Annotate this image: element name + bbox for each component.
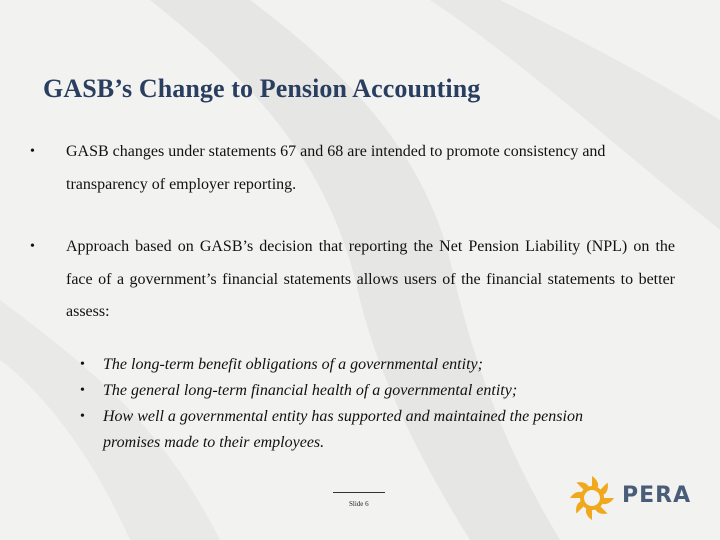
sub-bullet-item [80, 352, 600, 378]
sub-bullet-item [80, 404, 600, 456]
bullet-text: GASB changes under statements 67 and 68 are intended to promote consistency and transparency of employer reporting. [66, 143, 606, 193]
bullet-marker: • [80, 409, 85, 424]
bullet-marker: • [80, 383, 85, 398]
pera-logo [568, 474, 692, 522]
sub-bullet-item [80, 378, 600, 404]
slide-title: GASB’s Change to Pension Accounting [43, 74, 481, 103]
sun-swirl-icon [568, 474, 616, 522]
sub-bullet-list [80, 352, 600, 456]
sub-bullet-text: The general long-term financial health of a governmental entity; [103, 382, 518, 399]
bullet-marker: • [30, 239, 35, 254]
bullet-item [30, 231, 675, 329]
main-bullet-list [30, 136, 675, 329]
bullet-marker: • [80, 357, 85, 372]
logo-text: PERA [622, 483, 692, 508]
slide-number: Slide 6 [349, 500, 369, 508]
bullet-marker: • [30, 144, 35, 159]
footer-divider [333, 492, 385, 493]
bullet-text: Approach based on GASB’s decision that reporting the Net Pension Liability (NPL) on the face of a government’s financial statements allows users of the financial statements to better assess: [66, 238, 675, 320]
sub-bullet-text: How well a governmental entity has supported and maintained the pension promises made to their employees. [103, 408, 583, 451]
sub-bullet-text: The long-term benefit obligations of a governmental entity; [103, 356, 483, 373]
bullet-item [30, 136, 675, 201]
